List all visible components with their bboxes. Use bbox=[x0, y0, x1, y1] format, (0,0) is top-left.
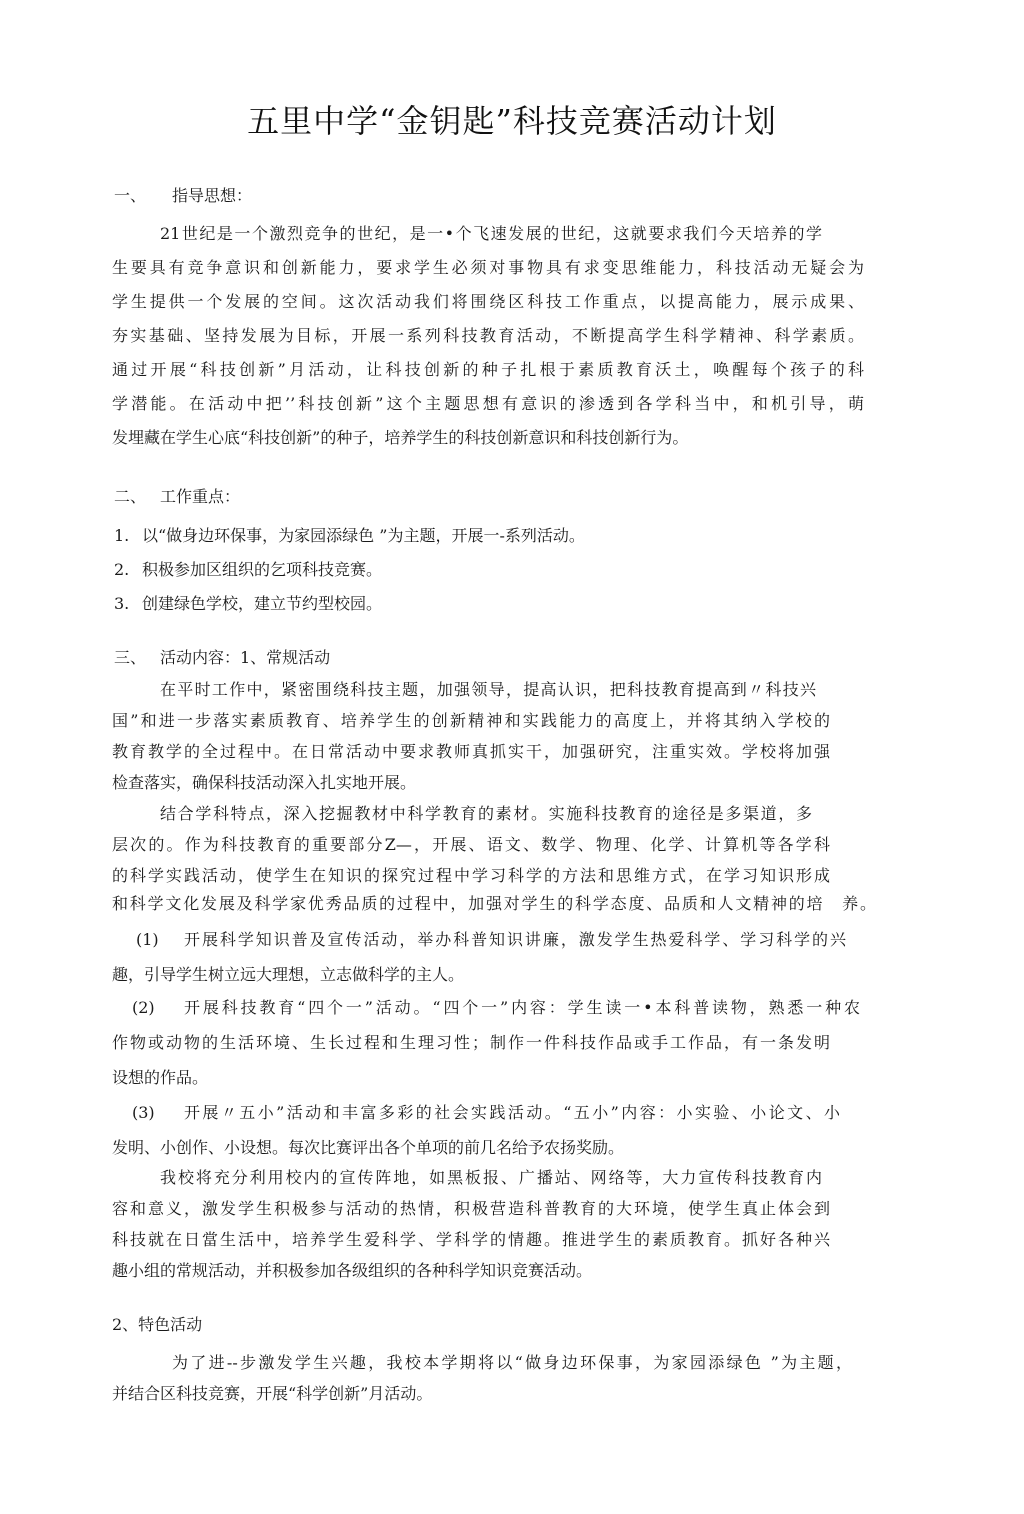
list-item-text: 开展〃五小”活动和丰富多彩的社会实践活动。“五小”内容：小实验、小论文、小 bbox=[184, 1103, 840, 1122]
section-2-heading: 工作重点： bbox=[160, 487, 241, 506]
list-item-number: 3. bbox=[114, 594, 130, 613]
paragraph-line: 的科学实践活动，使学生在知识的探究过程中学习科学的方法和思维方式，在学习知识形成 bbox=[112, 866, 830, 885]
paragraph-line: 趣小组的常规活动，并积极参加各级组织的各种科学知识竞赛活动。 bbox=[112, 1261, 593, 1280]
section-1-heading: 指导思想： bbox=[172, 186, 253, 205]
paragraph-line: 层次的。作为科技教育的重要部分Z—，开展、语文、数学、物理、化学、计算机等各学科 bbox=[112, 835, 830, 854]
document-title: 五里中学“金钥匙”科技竞赛活动计划 bbox=[247, 102, 777, 140]
subsection-heading: 2、特色活动 bbox=[112, 1315, 203, 1334]
paragraph-line: 我校将充分利用校内的宣传阵地，如黑板报、广播站、网络等，大力宣传科技教育内 bbox=[160, 1168, 822, 1187]
paragraph-line: 学生提供一个发展的空间。这次活动我们将围绕区科技工作重点，以提高能力，展示成果、 bbox=[112, 292, 864, 311]
paragraph-line: 检查落实，确保科技活动深入扎实地开展。 bbox=[112, 773, 417, 792]
paragraph-line: 在平时工作中，紧密围绕科技主题，加强领导，提高认识，把科技教育提高到〃科技兴 bbox=[160, 680, 816, 699]
list-item-number: (3) bbox=[132, 1103, 155, 1122]
list-item-text: 以“做身边环保事，为家园添绿色 ”为主题，开展一-系列活动。 bbox=[142, 526, 585, 545]
list-item-text: 趣，引导学生树立远大理想，立志做科学的主人。 bbox=[112, 965, 465, 984]
list-item-text: 设想的作品。 bbox=[112, 1068, 209, 1087]
paragraph-line: 容和意义，激发学生积极参与活动的热情，积极营造科普教育的大环境，使学生真止体会到 bbox=[112, 1199, 830, 1218]
section-3-number: 三、 bbox=[114, 648, 147, 667]
paragraph-line: 国”和进一步落实素质教育、培养学生的创新精神和实践能力的高度上，并将其纳入学校的 bbox=[112, 711, 830, 730]
paragraph-line: 结合学科特点，深入挖掘教材中科学教育的素材。实施科技教育的途径是多渠道，多 bbox=[160, 804, 812, 823]
list-item-text: 发明、小创作、小设想。每次比赛评出各个单项的前几名给予农扬奖励。 bbox=[112, 1138, 625, 1157]
paragraph-line: 生要具有竞争意识和创新能力，要求学生必须对事物具有求变思维能力，科技活动无疑会为 bbox=[112, 258, 864, 277]
paragraph-line: 21世纪是一个激烈竞争的世纪，是一•个飞速发展的世纪，这就要求我们今天培养的学 bbox=[160, 224, 822, 243]
section-1-number: 一、 bbox=[114, 186, 147, 205]
list-item-text: 开展科技教育“四个一”活动。“四个一”内容：学生读一•本科普读物，熟悉一种农 bbox=[184, 998, 860, 1017]
list-item-text: 作物或动物的生活环境、生长过程和生理习性；制作一件科技作品或手工作品，有一条发明 bbox=[112, 1033, 830, 1052]
paragraph-line: 夯实基础、坚持发展为目标，开展一系列科技教育活动，不断提高学生科学精神、科学素质。 bbox=[112, 326, 864, 345]
paragraph-line: 教育教学的全过程中。在日常活动中要求教师真抓实干，加强研究，注重实效。学校将加强 bbox=[112, 742, 830, 761]
list-item-number: (1) bbox=[136, 930, 159, 949]
list-item-number: 2. bbox=[114, 560, 130, 579]
paragraph-line: 通过开展“科技创新”月活动，让科技创新的种子扎根于素质教育沃土，唤醒每个孩子的科 bbox=[112, 360, 864, 379]
section-3-heading: 活动内容：1、常规活动 bbox=[160, 648, 331, 667]
list-item-text: 积极参加区组织的乞项科技竞赛。 bbox=[142, 560, 383, 579]
paragraph-line: 学潜能。在活动中把’’科技创新”这个主题思想有意识的渗透到各学科当中，和机引导，萌 bbox=[112, 394, 864, 413]
paragraph-line: 科技就在日當生活中，培养学生爱科学、学科学的情趣。推进学生的素质教育。抓好各种兴 bbox=[112, 1230, 830, 1249]
list-item-text: 创建绿色学校，建立节约型校园。 bbox=[142, 594, 383, 613]
paragraph-line: 发埋藏在学生心底“科技创新”的种子，培养学生的科技创新意识和科技创新行为。 bbox=[112, 428, 689, 447]
list-item-text: 开展科学知识普及宣传活动，举办科普知识讲廉，激发学生热爱科学、学习科学的兴 bbox=[184, 930, 846, 949]
list-item-number: 1. bbox=[114, 526, 130, 545]
paragraph-line: 和科学文化发展及科学家优秀品质的过程中，加强对学生的科学态度、品质和人文精神的培 养。 bbox=[112, 894, 876, 913]
list-item-number: (2) bbox=[132, 998, 155, 1017]
paragraph-line: 并结合区科技竞赛，开展“科学创新”月活动。 bbox=[112, 1384, 433, 1403]
paragraph-line: 为了进--步激发学生兴趣，我校本学期将以“做身边环保事，为家园添绿色 ”为主题， bbox=[172, 1353, 852, 1372]
section-2-number: 二、 bbox=[114, 487, 147, 506]
